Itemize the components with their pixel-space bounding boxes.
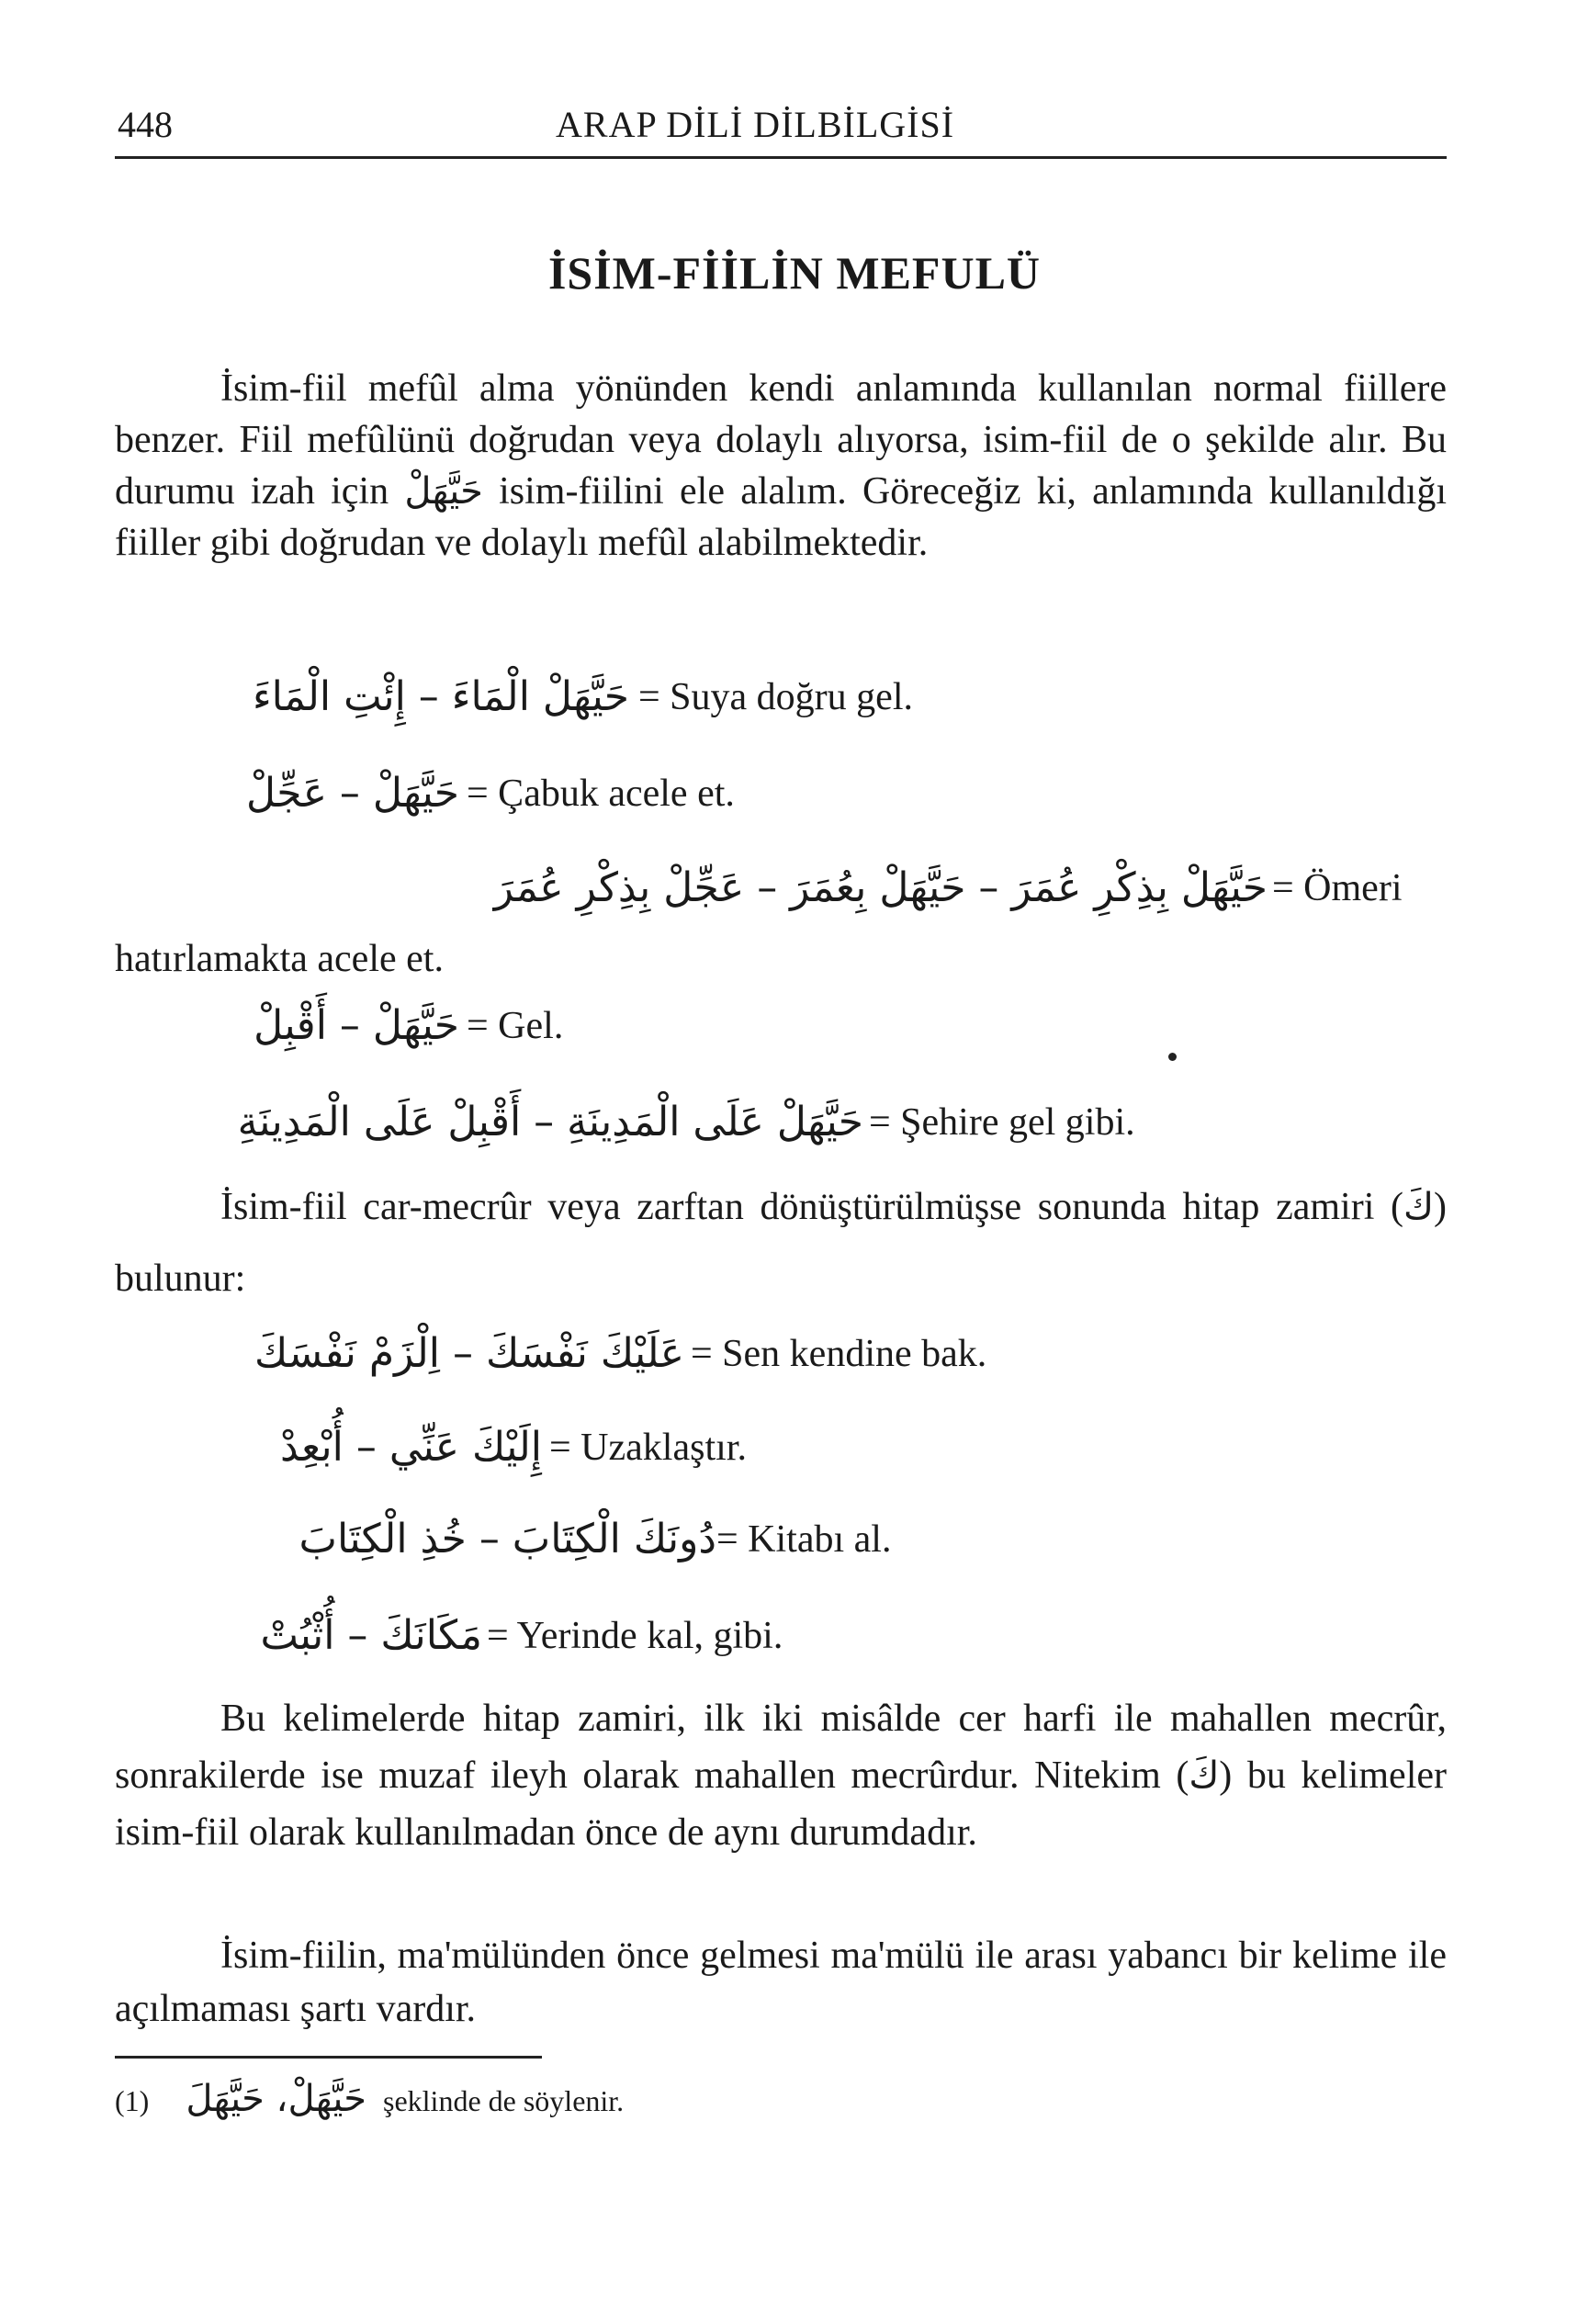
footnote-arabic: حَيَّهَلْ، حَيَّهَلَ (186, 2078, 366, 2120)
explanation-paragraph: Bu kelimelerde hitap zamiri, ilk iki misâlde cer harfi ile mahallen mecrûr, sonrakilerde ise muzaf ileyh olarak mahallen mecrûrdur. Nitekim (كَ) bu kelimeler isim-fiil olarak kullanılmadan önce de aynı durumdadır. (115, 1698, 1447, 1854)
rule-paragraph: İsim-fiil car-mecrûr veya zarftan dönüştürülmüşse sonunda hitap zamiri (كَ) bulunur: (115, 1186, 1447, 1300)
example-row (0, 1332, 1589, 1396)
arabic-example: حَيَّهَلْ عَلَى الْمَدِينَةِ – أَقْبِلْ عَلَى الْمَدِينَةِ (237, 1099, 863, 1145)
example-row (0, 866, 1589, 931)
example-row (0, 675, 1589, 739)
example-meaning: = Ömeri (1272, 867, 1403, 909)
example-meaning: = Suya doğru gel. (638, 676, 913, 718)
arabic-example: عَلَيْكَ نَفْسَكَ – اِلْزَمْ نَفْسَكَ (254, 1330, 684, 1377)
example-row (0, 1517, 1589, 1582)
arabic-example: حَيَّهَلْ – أَقْبِلْ (254, 1002, 459, 1049)
footnote-rule (115, 2056, 542, 2059)
example-row (0, 1100, 1589, 1165)
intro-paragraph: İsim-fiil mefûl alma yönünden kendi anlamında kullanılan normal fiillere benzer. Fiil mefûlünü doğrudan veya dolaylı alıyorsa, isim-fiil de o şekilde alır. Bu durumu izah için حَيَّهَلْ isim-fiilini ele alalım. Göreceğiz ki, anlamında kullanıldığı fiiller gibi doğrudan ve dolaylı mefûl alabilmektedir. (115, 367, 1448, 564)
footnote-text: şeklinde de söylenir. (383, 2084, 625, 2117)
example-row (0, 772, 1589, 836)
arabic-pronoun: كَ (1403, 1186, 1434, 1228)
example-meaning: = Şehire gel gibi. (869, 1101, 1135, 1144)
example-meaning: = Uzaklaştır. (549, 1427, 747, 1469)
example-row (0, 1426, 1589, 1490)
example-row (0, 1004, 1589, 1068)
page-header (115, 103, 1447, 159)
example-meaning: = Gel. (467, 1005, 564, 1047)
example-continuation: hatırlamakta acele et. (115, 938, 444, 980)
example-meaning: = Yerinde kal, gibi. (487, 1615, 783, 1657)
arabic-example: دُونَكَ الْكِتَابَ – خُذِ الْكِتَابَ (299, 1516, 716, 1562)
example-meaning: = Kitabı al. (716, 1518, 892, 1561)
running-head: ARAP DİLİ DİLBİLGİSİ (556, 104, 955, 145)
example-meaning: = Çabuk acele et. (467, 773, 735, 815)
arabic-pronoun: كَ (1189, 1754, 1220, 1797)
arabic-term: حَيَّهَلْ (404, 470, 483, 513)
example-meaning: = Sen kendine bak. (691, 1333, 987, 1375)
example-row (0, 1614, 1589, 1678)
footnote-marker: (1) (115, 2084, 150, 2117)
arabic-example: إِلَيْكَ عَنِّي – أُبْعِدْ (280, 1424, 542, 1471)
footnote (115, 2078, 624, 2120)
arabic-example: حَيَّهَلْ بِذِكْرِ عُمَرَ – حَيَّهَلْ بِعُمَرَ – عَجِّلْ بِذِكْرِ عُمَرَ (493, 864, 1268, 911)
stray-dot (1168, 1053, 1177, 1061)
arabic-example: حَيَّهَلْ – عَجِّلْ (245, 770, 459, 817)
arabic-example: مَكَانَكَ – أُثْبُتْ (260, 1612, 482, 1659)
page-number: 448 (118, 104, 173, 145)
section-title: İSİM-FİİLİN MEFULÜ (547, 247, 1042, 299)
arabic-example: حَيَّهَلْ الْمَاءَ – إِئْتِ الْمَاءَ (252, 673, 629, 720)
condition-paragraph: İsim-fiilin, ma'mülünden önce gelmesi ma'mülü ile arası yabancı bir kelime ile açılmaması şartı vardır. (115, 1935, 1447, 2030)
